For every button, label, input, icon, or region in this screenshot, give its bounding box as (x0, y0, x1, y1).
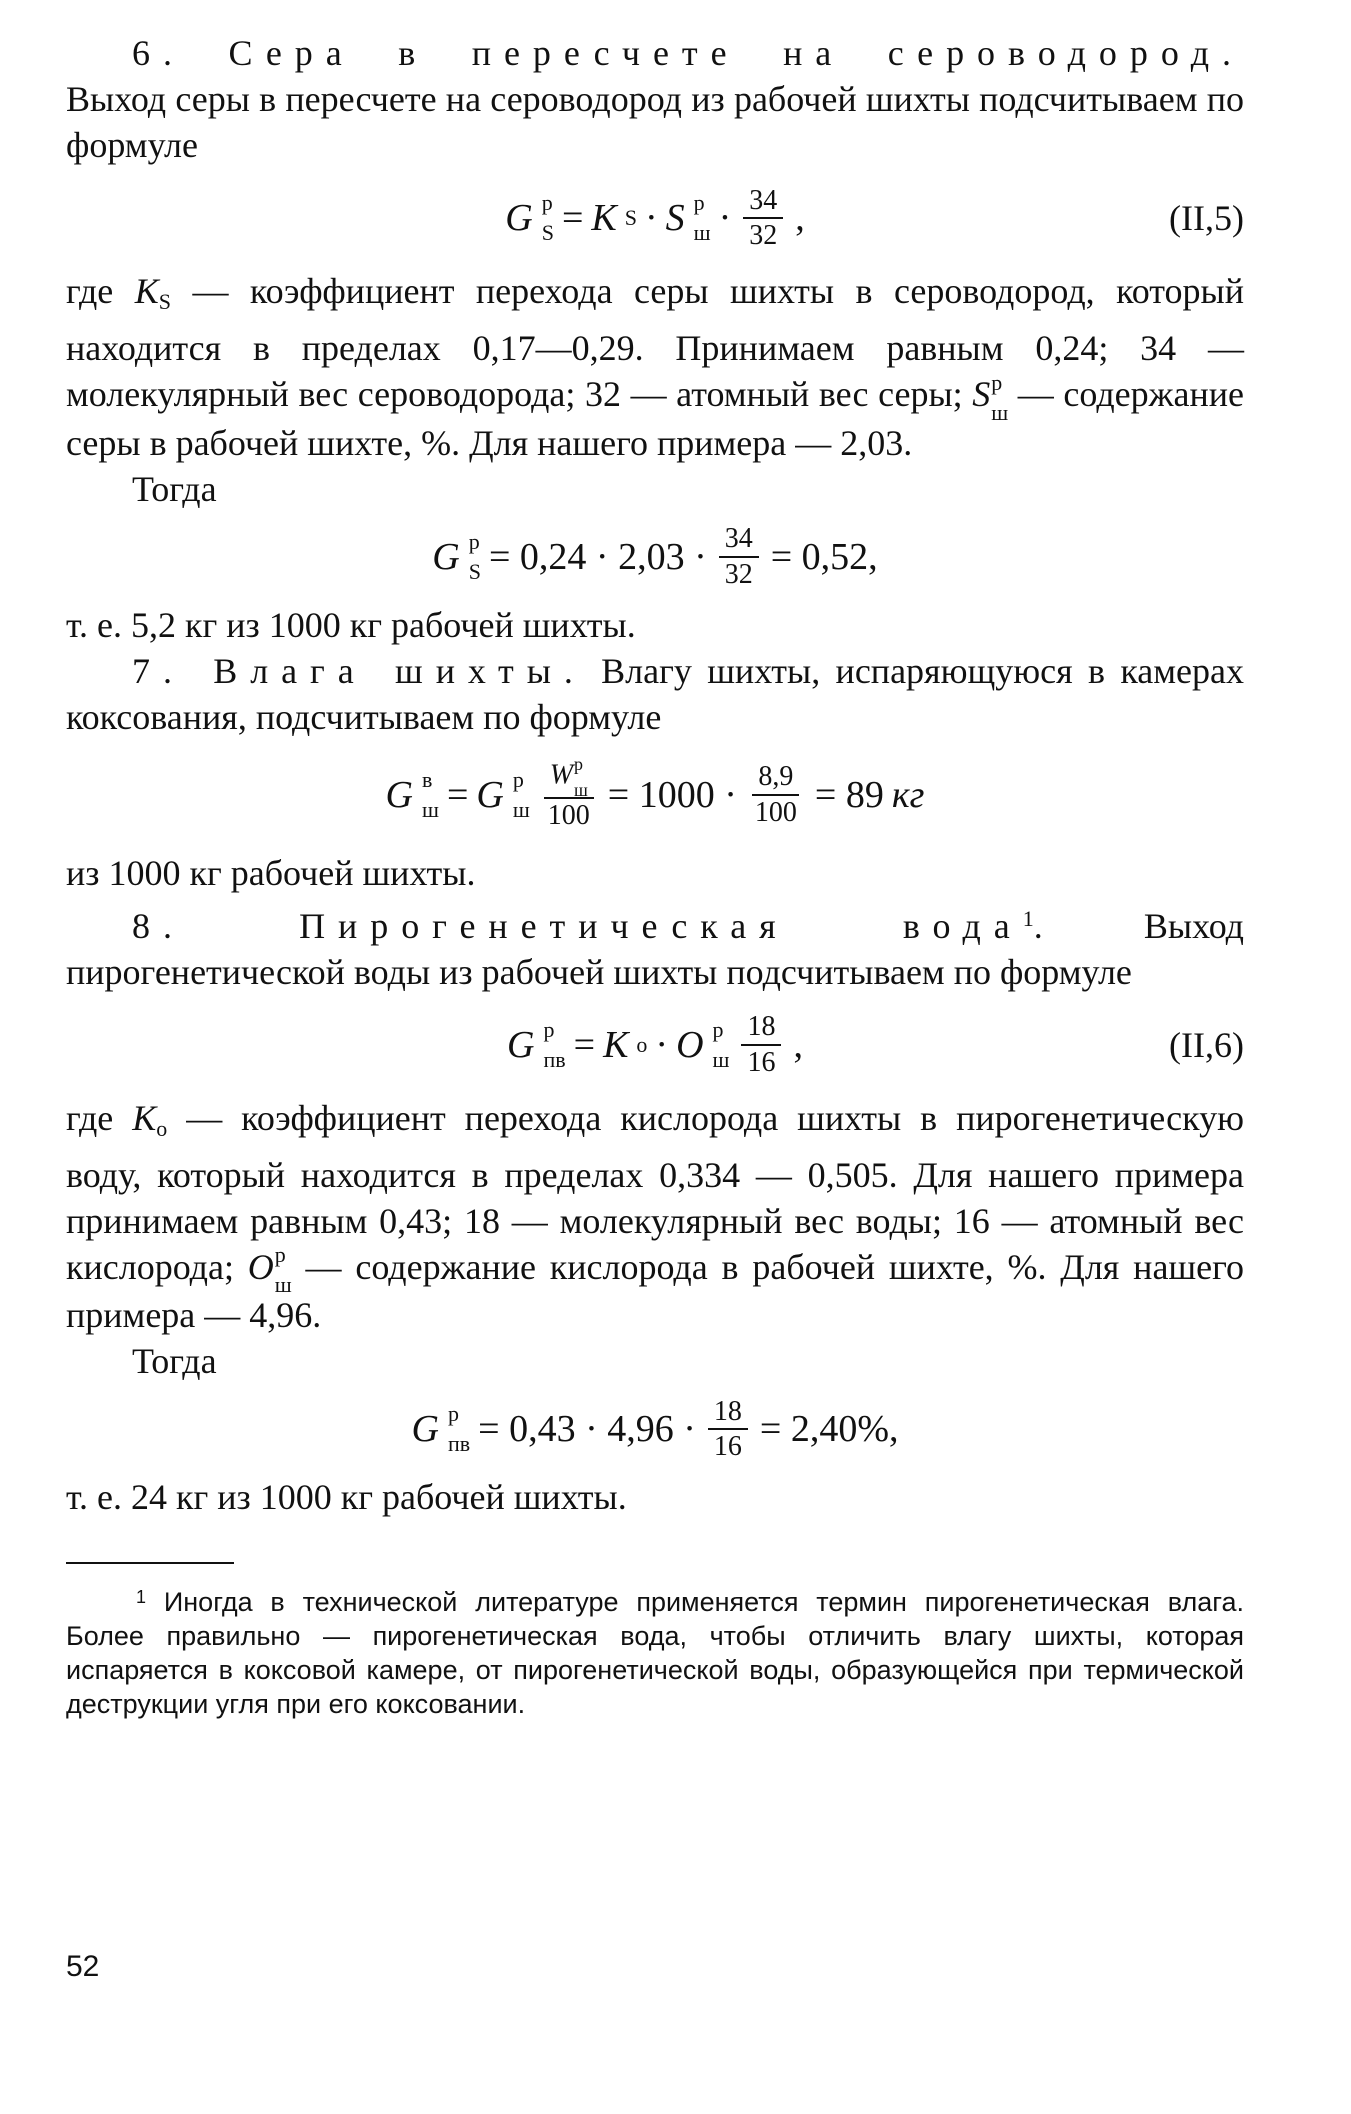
fraction-w: W (549, 759, 574, 791)
formula-lhs-sub: S (541, 220, 554, 245)
fraction-w-sub: ш (574, 780, 588, 801)
formula-s-sup: р (693, 190, 705, 215)
calc-denominator: 32 (724, 558, 753, 590)
formula-o-sup: р (712, 1016, 724, 1042)
formula-moisture (66, 740, 1244, 850)
footnote (66, 1580, 1244, 1721)
calc-g-sub: S (468, 558, 481, 584)
fraction-denominator: 32 (749, 220, 778, 251)
calc-fraction (719, 524, 759, 589)
calc-g: G (411, 1408, 439, 1451)
formula-unit: кг (891, 773, 925, 816)
formula-g-sub: ш (512, 796, 530, 822)
formula-eq: = (573, 1023, 596, 1066)
fraction-2-numerator: 8,9 (752, 762, 799, 795)
calc-fraction (708, 1397, 748, 1462)
formula-lhs-g: G (507, 1023, 535, 1066)
calculation-6 (66, 512, 1244, 602)
formula-II-6 (66, 995, 1244, 1095)
calc-g-sup: р (447, 1401, 459, 1427)
formula-number: (II,6) (1169, 1024, 1244, 1065)
formula-o-sub: ш (712, 1046, 730, 1072)
fraction-denominator: 16 (747, 1046, 776, 1078)
section-8-where: где Kо — коэффициент перехода кислорода шихты в пирогенетическую воду, который находится в пределах 0,334 — 0,505. Для нашего примера принимаем равным 0,43; 18 — молекулярный вес воды; 16 — атомный вес кислорода; O р ш — содержание кислорода в рабочей шихте, %. Для нашего примера — 4,96. (66, 1097, 1244, 1336)
page (66, 30, 1244, 1721)
formula-dot-1: · (644, 197, 658, 239)
section-8-heading: 8. Пирогенетическая вода (132, 905, 1023, 946)
formula-eq: = (561, 197, 584, 239)
formula-comma: , (793, 1023, 803, 1066)
formula-s: S (665, 197, 685, 239)
calc-g-sup: р (468, 528, 480, 554)
formula-g-sup: р (512, 766, 524, 792)
formula-fraction (741, 1012, 781, 1077)
formula-k-sub: о (636, 1031, 648, 1057)
section-6-result: т. е. 5,2 кг из 1000 кг рабочей шихты. (66, 604, 636, 645)
fraction-2-denominator: 100 (754, 796, 797, 828)
section-8-intro (66, 896, 1244, 995)
formula-dot: · (655, 1023, 669, 1066)
calc-denominator: 16 (713, 1431, 742, 1463)
fraction-denominator: 100 (547, 800, 590, 832)
formula-lhs-g: G (505, 197, 533, 239)
fraction-w-sup: р (574, 754, 584, 775)
footnote-reference: 1 (1022, 905, 1034, 931)
formula-mid: = 1000 · (607, 773, 737, 816)
section-7-intro-text: Влагу шихты, испаряющуюся в камерах коксования, подсчитываем по формуле (66, 650, 1244, 737)
fraction-numerator: 18 (741, 1012, 781, 1045)
footnote-text: Иногда в технической литературе применяется термин пирогенетическая влага. Более правильно — пирогенетическая вода, чтобы отличить влагу шихты, которая испаряется в коксовой камере, от пирогенетической воды, образующейся при термической деструкции угля при его коксовании. (66, 1587, 1244, 1720)
section-6-where: где KS — коэффициент перехода серы шихты в сероводород, который находится в пределах 0,17—0,29. Принимаем равным 0,24; 34 — молекулярный вес сероводорода; 32 — атомный вес серы; S р ш — содержание серы в рабочей шихте, %. Для нашего примера — 2,03. (66, 271, 1244, 463)
section-7-heading: 7. Влага шихты. (132, 650, 586, 691)
section-6-heading: 6. Сера в пересчете на сероводород. (132, 33, 1244, 73)
formula-dot-2: · (718, 197, 732, 239)
formula-eq: = (446, 773, 469, 816)
formula-result: = 89 (814, 773, 884, 816)
calculation-8 (66, 1384, 1244, 1474)
section-7-result: из 1000 кг рабочей шихты. (66, 852, 476, 893)
formula-k: K (591, 197, 617, 239)
formula-lhs-sub: пв (543, 1046, 566, 1072)
formula-lhs-sup: р (541, 190, 553, 215)
footnote-mark: 1 (136, 1587, 147, 1608)
calc-expression: = 0,43 · 4,96 · (478, 1408, 696, 1451)
formula-k-sub: S (624, 205, 637, 230)
formula-II-5 (66, 168, 1244, 268)
calc-expression: = 0,24 · 2,03 · (489, 535, 707, 578)
formula-lhs-sup: р (543, 1016, 555, 1042)
calc-result: = 0,52, (770, 535, 878, 578)
footnote-divider (66, 1562, 234, 1564)
formula-comma: , (795, 197, 805, 239)
fraction-numerator: 34 (743, 186, 783, 219)
formula-fraction-2 (749, 762, 803, 827)
formula-k: K (603, 1023, 629, 1066)
formula-o: O (676, 1023, 704, 1066)
formula-lhs-g: G (385, 773, 413, 816)
section-6-intro (66, 30, 1244, 168)
calc-g-sub: пв (447, 1431, 471, 1457)
formula-fraction (743, 186, 783, 251)
section-6-then: Тогда (132, 468, 217, 509)
formula-lhs-sub: ш (422, 796, 439, 822)
section-6-intro-text: Выход серы в пересчете на сероводород из рабочей шихты подсчитываем по формуле (66, 79, 1244, 165)
formula-s-sub: ш (693, 220, 711, 245)
calc-result: = 2,40%, (759, 1408, 899, 1451)
section-8-then: Тогда (132, 1341, 217, 1382)
page-number: 52 (66, 1950, 100, 1983)
formula-fraction-1 (542, 754, 596, 832)
calc-numerator: 18 (708, 1397, 748, 1430)
formula-g: G (476, 773, 504, 816)
section-8-result: т. е. 24 кг из 1000 кг рабочей шихты. (66, 1477, 627, 1518)
calc-numerator: 34 (719, 524, 759, 557)
calc-g: G (432, 535, 460, 578)
section-8-intro-text: . Выход пирогенетической воды из рабочей шихты подсчитываем по формуле (66, 905, 1244, 992)
section-7-intro (66, 648, 1244, 740)
formula-number: (II,5) (1169, 198, 1244, 238)
formula-lhs-sup: в (422, 766, 433, 792)
